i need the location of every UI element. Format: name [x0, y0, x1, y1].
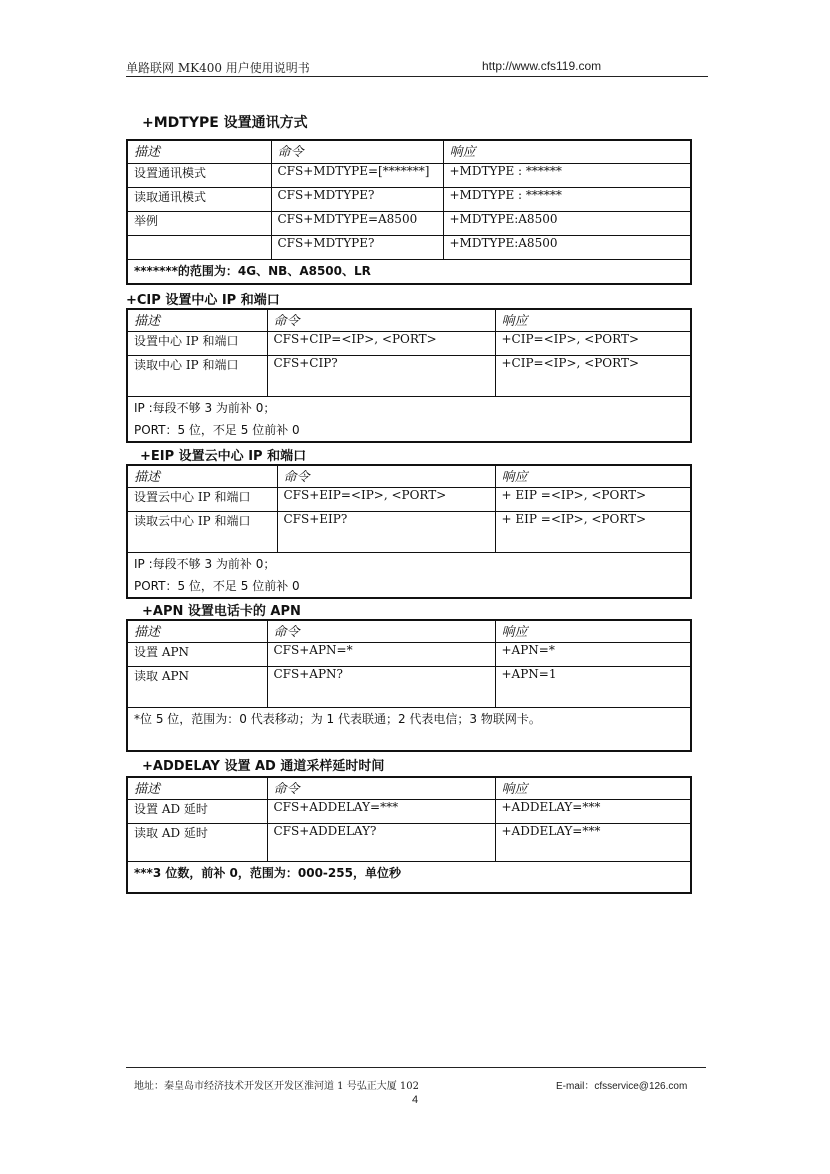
cell-response: +CIP=<IP>, <PORT>: [495, 331, 691, 355]
cell-response: +MDTYPE : ******: [443, 187, 691, 211]
apn-table: [126, 619, 692, 752]
section-title-cip: +CIP 设置中心 IP 和端口: [126, 293, 280, 308]
cell-description: 读取 AD 延时: [127, 823, 267, 861]
cell-command: CFS+CIP=<IP>, <PORT>: [267, 331, 495, 355]
eip-table: [126, 464, 692, 599]
note-text: IP :每段不够 3 为前补 0；: [134, 556, 276, 571]
header-response: 响应: [495, 620, 691, 642]
cell-command: CFS+ADDELAY=***: [267, 799, 495, 823]
footer-address: 地址：秦皇岛市经济技术开发区开发区淮河道 1 号弘正大厦 102: [134, 1081, 419, 1092]
table-row: [127, 823, 691, 861]
cell-description: 读取 APN: [127, 666, 267, 707]
table-note: [127, 707, 691, 751]
header-response: 响应: [495, 309, 691, 331]
header-description: 描述: [127, 620, 267, 642]
header-description: 描述: [127, 777, 267, 799]
cell-command: CFS+ADDELAY?: [267, 823, 495, 861]
header-command: 命令: [267, 777, 495, 799]
cell-response: +ADDELAY=***: [495, 799, 691, 823]
note-text: ***3 位数，前补 0，范围为：000-255，单位秒: [134, 865, 401, 880]
cell-description: 读取通讯模式: [127, 187, 271, 211]
addelay-table: [126, 776, 692, 894]
cell-command: CFS+MDTYPE?: [271, 187, 443, 211]
header-command: 命令: [277, 465, 495, 487]
cell-response: +ADDELAY=***: [495, 823, 691, 861]
table-row: [127, 799, 691, 823]
header-command: 命令: [267, 309, 495, 331]
cell-description: 设置 AD 延时: [127, 799, 267, 823]
header-response: 响应: [495, 465, 691, 487]
cell-response: + EIP =<IP>, <PORT>: [495, 487, 691, 511]
cip-table: [126, 308, 692, 443]
section-title-eip: +EIP 设置云中心 IP 和端口: [140, 449, 307, 464]
page-footer: [126, 1067, 706, 1092]
section-title-addelay: +ADDELAY 设置 AD 通道采样延时时间: [142, 759, 385, 774]
table-row: [127, 211, 691, 235]
header-command: 命令: [267, 620, 495, 642]
section-title-apn: +APN 设置电话卡的 APN: [142, 604, 301, 619]
table-row: [127, 355, 691, 396]
page-number: 4: [411, 1094, 419, 1106]
header-response: 响应: [495, 777, 691, 799]
cell-command: CFS+MDTYPE=A8500: [271, 211, 443, 235]
table-row: [127, 187, 691, 211]
cell-command: CFS+MDTYPE?: [271, 235, 443, 259]
page-header: [126, 58, 708, 77]
cell-description: [127, 235, 271, 259]
header-description: 描述: [127, 465, 277, 487]
table-note: [127, 552, 691, 598]
section-title-mdtype: +MDTYPE 设置通讯方式: [142, 115, 308, 131]
table-note: [127, 259, 691, 284]
cell-command: CFS+EIP=<IP>, <PORT>: [277, 487, 495, 511]
cell-description: 设置云中心 IP 和端口: [127, 487, 277, 511]
cell-command: CFS+APN?: [267, 666, 495, 707]
header-description: 描述: [127, 309, 267, 331]
note-text: *******的范围为：4G、NB、A8500、LR: [134, 263, 371, 278]
table-note: [127, 861, 691, 893]
cell-description: 设置通讯模式: [127, 163, 271, 187]
cell-response: +MDTYPE:A8500: [443, 235, 691, 259]
note-text: IP :每段不够 3 为前补 0；: [134, 400, 276, 415]
table-row: [127, 235, 691, 259]
table-note: [127, 396, 691, 442]
cell-response: +MDTYPE:A8500: [443, 211, 691, 235]
table-row: [127, 331, 691, 355]
table-row: [127, 163, 691, 187]
cell-description: 设置中心 IP 和端口: [127, 331, 267, 355]
table-row: [127, 642, 691, 666]
table-row: [127, 487, 691, 511]
cell-description: 读取中心 IP 和端口: [127, 355, 267, 396]
footer-email[interactable]: E-mail：cfsservice@126.com: [556, 1081, 688, 1092]
cell-command: CFS+APN=*: [267, 642, 495, 666]
cell-response: + EIP =<IP>, <PORT>: [495, 511, 691, 552]
document-title: 单路联网 MK400 用户使用说明书: [126, 61, 310, 75]
cell-command: CFS+CIP?: [267, 355, 495, 396]
cell-response: +APN=1: [495, 666, 691, 707]
header-description: 描述: [127, 140, 271, 163]
cell-response: +APN=*: [495, 642, 691, 666]
cell-command: CFS+MDTYPE=[*******]: [271, 163, 443, 187]
cell-description: 设置 APN: [127, 642, 267, 666]
note-text: PORT：5 位，不足 5 位前补 0: [134, 422, 300, 437]
note-text: PORT：5 位，不足 5 位前补 0: [134, 578, 300, 593]
header-command: 命令: [271, 140, 443, 163]
cell-description: 读取云中心 IP 和端口: [127, 511, 277, 552]
website-link[interactable]: http://www.cfs119.com: [482, 59, 602, 73]
table-row: [127, 666, 691, 707]
cell-response: +MDTYPE : ******: [443, 163, 691, 187]
cell-command: CFS+EIP?: [277, 511, 495, 552]
cell-response: +CIP=<IP>, <PORT>: [495, 355, 691, 396]
cell-description: 举例: [127, 211, 271, 235]
mdtype-table: [126, 139, 692, 285]
note-text: *位 5 位，范围为：0 代表移动；为 1 代表联通；2 代表电信；3 物联网卡。: [134, 711, 541, 726]
header-response: 响应: [443, 140, 691, 163]
table-row: [127, 511, 691, 552]
